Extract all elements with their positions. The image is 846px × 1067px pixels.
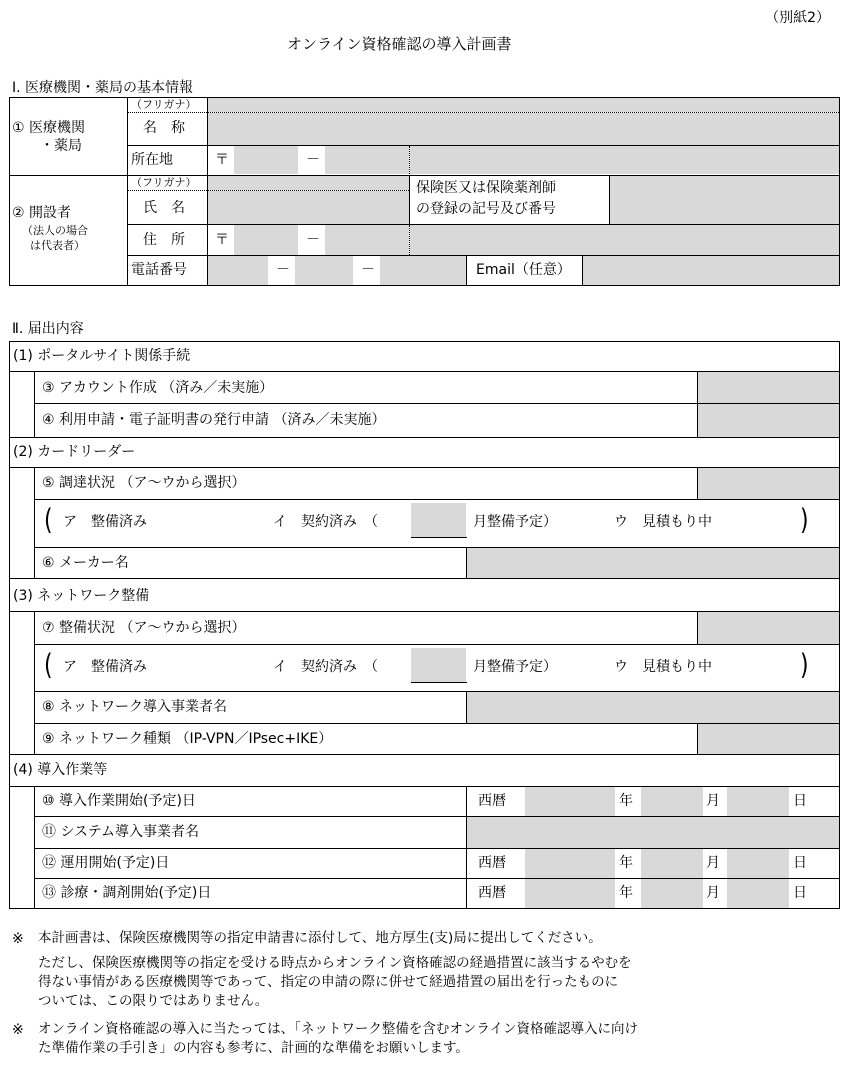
- note-2-line-1: オンライン資格確認の導入に当たっては、「ネットワーク整備を含むオンライン資格確認導入に向け: [38, 1021, 638, 1037]
- person-name-label: 氏 名: [143, 200, 185, 216]
- item-3: ③ アカウント作成 （済み／未実施）: [42, 380, 274, 396]
- note-1-mark: ※: [12, 931, 24, 947]
- note-2-mark: ※: [12, 1022, 24, 1038]
- day-10: 日: [793, 793, 807, 809]
- group-install: (4) 導入作業等: [13, 762, 108, 778]
- group-portal: (1) ポータルサイト関係手続: [13, 348, 191, 364]
- item-10: ⑩ 導入作業開始(予定)日: [42, 793, 196, 809]
- year-12: 年: [619, 855, 633, 871]
- postal-dash-2: －: [306, 232, 320, 248]
- phone-dash-2: －: [361, 262, 375, 278]
- item-9: ⑨ ネットワーク種類 （IP-VPN／IPsec+IKE）: [42, 731, 333, 747]
- option-month: 月整備予定）: [473, 514, 557, 530]
- note-1-line-1: 本計画書は、保険医療機関等の指定申請書に添付して、地方厚生(支)局に提出してください。: [38, 930, 602, 946]
- bracket-right: ): [800, 504, 809, 537]
- section-2-heading: Ⅱ. 届出内容: [12, 321, 84, 337]
- bracket-right-2: ): [800, 649, 809, 682]
- phone-label: 電話番号: [131, 262, 187, 278]
- option-a: ア 整備済み: [63, 514, 147, 530]
- option-i-2: イ 契約済み （: [273, 659, 378, 675]
- option-u-2: ウ 見積もり中: [614, 659, 712, 675]
- item-12: ⑫ 運用開始(予定)日: [42, 855, 170, 871]
- year-10: 年: [619, 793, 633, 809]
- opener-furigana-label: （フリガナ）: [131, 176, 197, 189]
- name-label: 名 称: [143, 120, 185, 136]
- furigana-label: （フリガナ）: [131, 98, 197, 111]
- option-i: イ 契約済み （: [273, 514, 378, 530]
- postal-dash: －: [306, 152, 320, 168]
- phone-dash-1: －: [276, 262, 290, 278]
- group-network: (3) ネットワーク整備: [13, 588, 150, 604]
- email-label: Email（任意）: [476, 262, 571, 278]
- item-5: ⑤ 調達状況 （ア～ウから選択）: [42, 475, 246, 491]
- registration-label-1: 保険医又は保険薬剤師: [416, 180, 556, 196]
- year-13: 年: [619, 885, 633, 901]
- note-1-line-4: ついては、この限りではありません。: [38, 993, 269, 1009]
- institution-label-2: ・薬局: [40, 138, 82, 154]
- note-2-line-2: た準備作業の手引き」の内容も参考に、計画的な準備をお願いします。: [38, 1040, 469, 1056]
- seireki-10: 西暦: [478, 793, 506, 809]
- month-13: 月: [706, 885, 720, 901]
- option-month-2: 月整備予定）: [473, 659, 557, 675]
- section-1-heading: Ⅰ. 医療機関・薬局の基本情報: [12, 80, 194, 96]
- opener-note-1: （法人の場合: [22, 224, 88, 237]
- person-address-label: 住 所: [143, 232, 185, 248]
- opener-label: ② 開設者: [12, 205, 72, 221]
- item-7: ⑦ 整備状況 （ア～ウから選択）: [42, 620, 246, 636]
- seireki-12: 西暦: [478, 855, 506, 871]
- seireki-13: 西暦: [478, 885, 506, 901]
- note-1-line-2: ただし、保険医療機関等の指定を受ける時点からオンライン資格確認の経過措置に該当するやむを: [38, 955, 632, 971]
- note-1-line-3: 得ない事情がある医療機関等であって、指定の申請の際に併せて経過措置の届出を行ったものに: [38, 974, 619, 990]
- page-title: オンライン資格確認の導入計画書: [287, 35, 512, 53]
- item-4: ④ 利用申請・電子証明書の発行申請 （済み／未実施）: [42, 412, 386, 428]
- item-8: ⑧ ネットワーク導入事業者名: [42, 699, 228, 715]
- document-tag: （別紙2）: [765, 10, 830, 26]
- registration-label-2: の登録の記号及び番号: [416, 201, 556, 217]
- institution-label: ① 医療機関: [12, 120, 86, 136]
- day-12: 日: [793, 855, 807, 871]
- option-u: ウ 見積もり中: [614, 514, 712, 530]
- option-a-2: ア 整備済み: [63, 659, 147, 675]
- postal-mark: 〒: [215, 152, 229, 168]
- bracket-left-2: (: [44, 649, 53, 682]
- item-11: ⑪ システム導入事業者名: [42, 824, 200, 840]
- item-6: ⑥ メーカー名: [42, 555, 129, 571]
- bracket-left: (: [44, 504, 53, 537]
- month-12: 月: [706, 855, 720, 871]
- opener-note-2: は代表者）: [30, 239, 85, 252]
- month-10: 月: [706, 793, 720, 809]
- day-13: 日: [793, 885, 807, 901]
- group-card-reader: (2) カードリーダー: [13, 444, 136, 460]
- postal-mark-2: 〒: [215, 232, 229, 248]
- item-13: ⑬ 診療・調剤開始(予定)日: [42, 885, 212, 901]
- address-label: 所在地: [131, 152, 173, 168]
